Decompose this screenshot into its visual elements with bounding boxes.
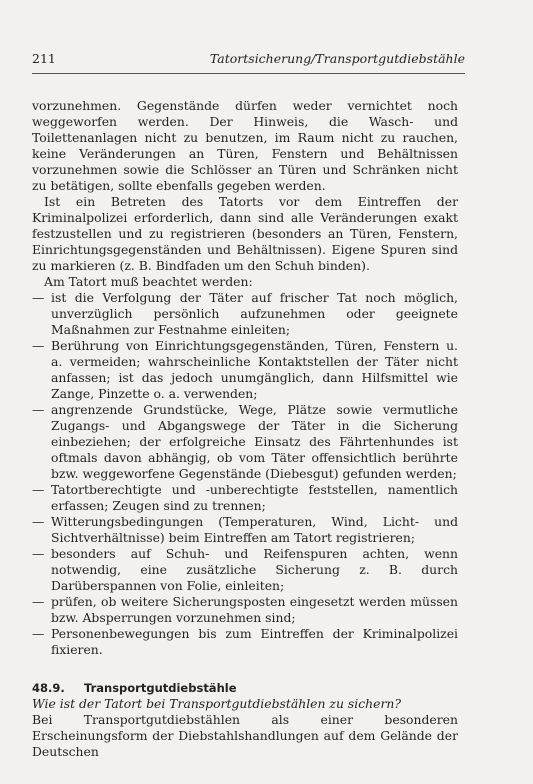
- section-question: Wie ist der Tatort bei Transportgutdiebstählen zu sichern?: [32, 696, 401, 711]
- list-item: — Witterungsbedingungen (Temperaturen, Wind, Licht- und Sichtverhältnisse) beim Eintreffen am Tatort registrieren;: [32, 514, 458, 546]
- list-intro: Am Tatort muß beachtet werden:: [44, 274, 253, 289]
- running-header: [32, 51, 465, 67]
- header-rule: [32, 73, 465, 74]
- list-item: — ist die Verfolgung der Täter auf frischer Tat noch möglich, unverzüglich persönlich aufzunehmen oder geeignete Maßnahmen zur Festnahme einleiten;: [32, 290, 458, 338]
- list-item: — angrenzende Grundstücke, Wege, Plätze sowie vermutliche Zugangs- und Abgangswege der Täter in die Sicherung einbeziehen; der erfolgreiche Einsatz des Fährtenhundes ist oftmals davon abhängig, ob vom Täter offensichtlich berührte bzw. weggeworfene Gegenstände (Diebesgut) gefunden werden;: [32, 402, 458, 482]
- section-title: Transportgutdiebstähle: [84, 681, 237, 695]
- section-heading: [32, 680, 458, 696]
- running-title: Tatortsicherung/Transportgutdiebstähle: [209, 51, 465, 66]
- list-item: — besonders auf Schuh- und Reifenspuren achten, wenn notwendig, eine zusätzliche Sicherung z. B. durch Darüberspannen von Folie, einleiten;: [32, 546, 458, 594]
- list-item: — Berührung von Einrichtungsgegenständen, Türen, Fenstern u. a. vermeiden; wahrscheinliche Kontaktstellen der Täter nicht anfassen; ist das jedoch unumgänglich, dann Hilfsmittel wie Zange, Pinzette o. a. verwenden;: [32, 338, 458, 402]
- list-item: — Personenbewegungen bis zum Eintreffen der Kriminalpolizei fixieren.: [32, 626, 458, 658]
- paragraph-2: Ist ein Betreten des Tatorts vor dem Eintreffen der Kriminalpolizei erforderlich, dann sind alle Veränderungen exakt festzustellen und zu registrieren (besonders an Türen, Fenstern, Einrichtungsgegenständen und Behältnissen). Eigene Spuren sind zu markieren (z. B. Bindfaden um den Schuh binden).: [32, 194, 458, 273]
- list-item: — Tatortberechtigte und -unberechtigte feststellen, namentlich erfassen; Zeugen sind zu trennen;: [32, 482, 458, 514]
- section-number: 48.9.: [32, 681, 65, 695]
- list-item: — prüfen, ob weitere Sicherungsposten eingesetzt werden müssen bzw. Absperrungen vorzunehmen sind;: [32, 594, 458, 626]
- page-number: 211: [32, 51, 56, 66]
- checklist: [32, 290, 458, 658]
- section-text: Bei Transportgutdiebstählen als einer besonderen Erscheinungsform der Diebstahlshandlungen auf dem Gelände der Deutschen: [32, 712, 458, 759]
- paragraph-1: vorzunehmen. Gegenstände dürfen weder vernichtet noch weggeworfen werden. Der Hinweis, die Wasch- und Toilettenanlagen nicht zu benutzen, im Raum nicht zu rauchen, keine Veränderungen an Türen, Fenstern und Behältnissen vorzunehmen sowie die Schlösser an Türen und Schränken nicht zu betätigen, sollte ebenfalls gegeben werden.: [32, 98, 458, 193]
- page-body: [32, 98, 458, 760]
